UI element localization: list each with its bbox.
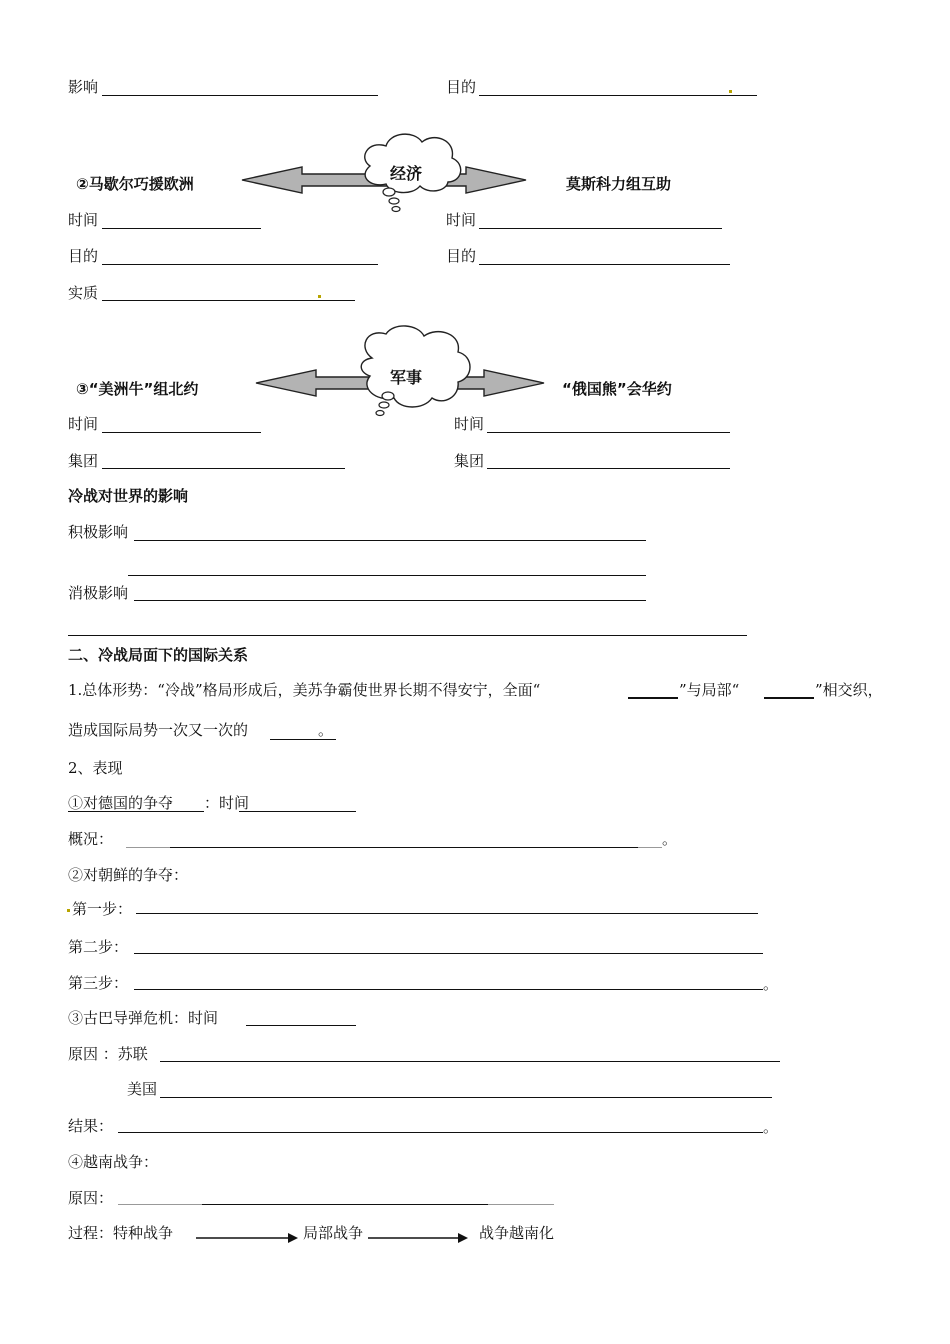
marshall-time-blank[interactable]	[102, 228, 261, 229]
positive-impact-label: 积极影响	[68, 523, 129, 541]
military-label: 军事	[390, 368, 423, 387]
process-arrow-2	[368, 1232, 472, 1244]
germany-overview-label: 概况：	[68, 830, 114, 848]
korea-step3-end: 。	[763, 975, 779, 993]
cuba-cause-label: 原因 ：苏联	[68, 1045, 148, 1063]
korea-title: ②对朝鲜的争夺：	[68, 866, 189, 884]
negative-impact-blank-2[interactable]	[68, 635, 747, 636]
purpose-blank-top[interactable]	[479, 95, 757, 96]
warsaw-time-blank[interactable]	[487, 432, 730, 433]
korea-step1-label: 第一步：	[72, 900, 133, 918]
marker-dot-2	[318, 295, 321, 298]
warsaw-time-label: 时间	[454, 415, 485, 433]
overall-situation-text-b: ”与局部“	[679, 681, 740, 699]
overall-situation-text-a: 1.总体形势：“冷战”格局形成后，美苏争霸使世界长期不得安宁，全面“	[68, 681, 541, 699]
vietnam-stage2-label: 局部战争	[303, 1224, 364, 1242]
vietnam-cause-blank[interactable]	[202, 1204, 488, 1205]
influence-blank[interactable]	[102, 95, 378, 96]
marshall-essence-label: 实质	[68, 284, 99, 302]
warsaw-title: “俄国熊”会华约	[562, 380, 672, 398]
germany-title-underline	[68, 811, 204, 812]
section2-heading: 二、冷战局面下的国际关系	[68, 646, 249, 664]
germany-time-label: ：时间	[204, 794, 250, 812]
overall-blank-3[interactable]	[270, 739, 336, 740]
impact-heading: 冷战对世界的影响	[68, 487, 189, 505]
overall-blank-2[interactable]	[764, 697, 814, 699]
negative-impact-blank-1[interactable]	[134, 600, 646, 601]
germany-title: ①对德国的争夺	[68, 794, 174, 812]
korea-step2-label: 第二步：	[68, 938, 129, 956]
comecon-time-blank[interactable]	[479, 228, 722, 229]
purpose-label-top: 目的	[446, 78, 477, 96]
economy-label: 经济	[390, 164, 423, 183]
comecon-time-label: 时间	[446, 211, 477, 229]
marker-dot	[729, 90, 732, 93]
marshall-purpose-label: 目的	[68, 247, 99, 265]
cuba-time-blank[interactable]	[246, 1025, 356, 1026]
cuba-usa-label: 美国	[127, 1080, 158, 1098]
germany-time-blank[interactable]	[239, 811, 356, 812]
influence-label: 影响	[68, 78, 99, 96]
marker-dot-3	[67, 909, 70, 912]
korea-step3-label: 第三步：	[68, 974, 129, 992]
korea-step3-blank[interactable]	[134, 989, 763, 990]
comecon-purpose-blank[interactable]	[479, 264, 730, 265]
marshall-time-label: 时间	[68, 211, 99, 229]
overall-situation-line2: 造成国际局势一次又一次的	[68, 721, 249, 739]
nato-group-label: 集团	[68, 452, 99, 470]
manifestation-heading: 2、表现	[68, 759, 123, 777]
comecon-purpose-label: 目的	[446, 247, 477, 265]
cuba-cause-ussr-blank[interactable]	[160, 1061, 780, 1062]
overall-line2-end: 。	[318, 721, 334, 739]
cuba-title: ③古巴导弹危机：时间	[68, 1009, 219, 1027]
nato-time-blank[interactable]	[102, 432, 261, 433]
overall-situation-text-c: ”相交织，	[815, 681, 883, 699]
marshall-essence-blank[interactable]	[102, 300, 355, 301]
cuba-result-blank[interactable]	[118, 1132, 763, 1133]
nato-group-blank[interactable]	[102, 468, 345, 469]
negative-impact-label: 消极影响	[68, 584, 129, 602]
cuba-cause-usa-blank[interactable]	[160, 1097, 772, 1098]
vietnam-cause-label: 原因：	[68, 1189, 114, 1207]
positive-impact-blank-2[interactable]	[128, 575, 646, 576]
process-arrow-1	[196, 1232, 300, 1244]
comecon-title: 莫斯科力组互助	[566, 175, 672, 193]
vietnam-stage3-label: 战争越南化	[479, 1224, 555, 1242]
vietnam-title: ④越南战争：	[68, 1153, 159, 1171]
overall-blank-1[interactable]	[628, 697, 678, 699]
germany-overview-end: 。	[662, 830, 678, 848]
warsaw-group-blank[interactable]	[487, 468, 730, 469]
warsaw-group-label: 集团	[454, 452, 485, 470]
cuba-result-label: 结果：	[68, 1117, 114, 1135]
marshall-title: ②马歇尔巧援欧洲	[76, 175, 194, 193]
nato-time-label: 时间	[68, 415, 99, 433]
korea-step1-blank[interactable]	[136, 913, 758, 914]
nato-title: ③“美洲牛”组北约	[76, 380, 199, 398]
korea-step2-blank[interactable]	[134, 953, 763, 954]
positive-impact-blank-1[interactable]	[134, 540, 646, 541]
germany-overview-blank[interactable]	[170, 847, 638, 848]
vietnam-process-label: 过程：特种战争	[68, 1224, 174, 1242]
marshall-purpose-blank[interactable]	[102, 264, 378, 265]
cuba-result-end: 。	[763, 1118, 779, 1136]
